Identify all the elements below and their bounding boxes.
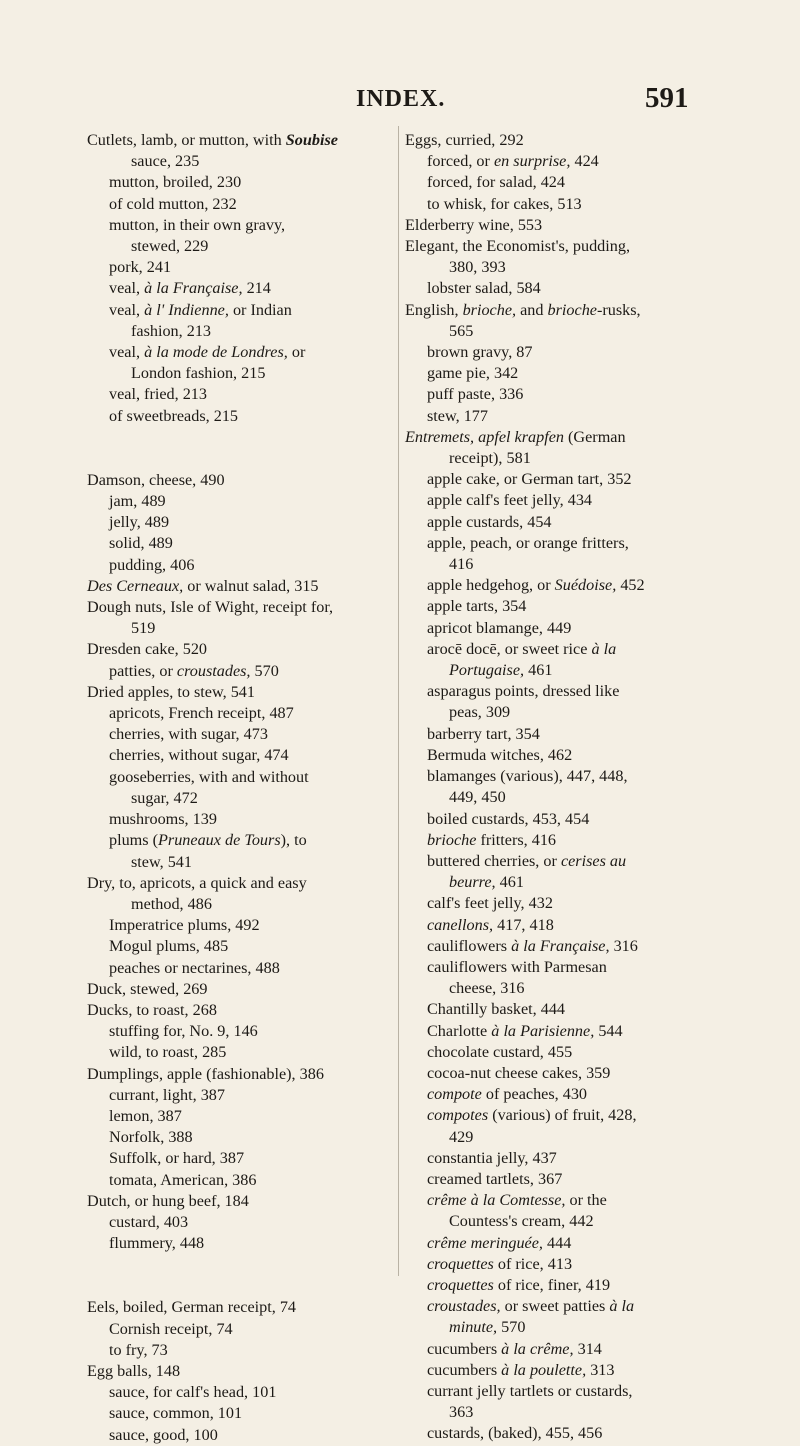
index-entry — [405, 215, 730, 236]
index-entry-continuation — [405, 554, 730, 575]
index-subentry — [87, 1085, 390, 1106]
entry-text: patties, or — [109, 661, 177, 680]
entry-text: Elegant, the Economist's, pudding, — [405, 237, 631, 256]
index-entry — [87, 576, 390, 597]
italic-term: crême à la Comtesse, — [427, 1191, 566, 1210]
index-entry — [405, 427, 730, 448]
entry-text: custard, 403 — [109, 1212, 189, 1231]
index-subentry — [87, 491, 390, 512]
italic-term: croquettes — [427, 1275, 494, 1294]
entry-text: 424 — [570, 152, 599, 171]
index-subentry — [405, 681, 730, 702]
entry-text: 452 — [616, 576, 645, 595]
index-subentry — [405, 363, 730, 384]
index-subentry — [87, 555, 390, 576]
entry-text: English, — [405, 300, 463, 319]
entry-text: 313 — [586, 1360, 615, 1379]
entry-text: cheese, 316 — [449, 979, 525, 998]
entry-text: sauce, common, 101 — [109, 1404, 243, 1423]
index-entry — [87, 682, 390, 703]
italic-term: à la Parisienne, — [491, 1021, 595, 1040]
index-entry — [87, 639, 390, 660]
index-subentry — [405, 999, 730, 1020]
index-subentry — [87, 724, 390, 745]
entry-text: or the — [565, 1191, 607, 1210]
italic-term: brioche — [547, 300, 597, 319]
entry-text: 316 — [609, 936, 638, 955]
index-subentry — [405, 151, 730, 172]
index-entry-continuation — [87, 151, 390, 172]
index-entry — [405, 130, 730, 151]
index-subentry — [87, 1021, 390, 1042]
entry-text: Eels, boiled, German receipt, 74 — [87, 1298, 297, 1317]
index-subentry — [405, 384, 730, 405]
entry-text: 449, 450 — [449, 788, 506, 807]
index-subentry — [405, 851, 730, 872]
index-subentry — [405, 766, 730, 787]
italic-term: compotes — [427, 1106, 489, 1125]
entry-text: Chantilly basket, 444 — [427, 1000, 566, 1019]
italic-term: croquettes — [427, 1254, 494, 1273]
entry-text: game pie, 342 — [427, 364, 519, 383]
entry-text: pork, 241 — [109, 258, 172, 277]
entry-text: of rice, 413 — [493, 1254, 573, 1273]
entry-text: 214 — [242, 279, 271, 298]
italic-term: canellons, — [427, 915, 494, 934]
entry-text: cherries, with sugar, 473 — [109, 725, 268, 744]
italic-term: à la poulette, — [501, 1360, 587, 1379]
entry-text: chocolate custard, 455 — [427, 1042, 573, 1061]
entry-text: custards, (baked), 455, 456 — [427, 1424, 603, 1443]
italic-term: croustades, — [176, 661, 251, 680]
index-subentry — [87, 1170, 390, 1191]
index-subentry — [87, 958, 390, 979]
index-subentry — [87, 1106, 390, 1127]
index-subentry — [405, 533, 730, 554]
italic-term: Portugaise, — [449, 661, 525, 680]
entry-text: stew, 177 — [427, 406, 488, 425]
entry-text: 380, 393 — [449, 258, 506, 277]
index-entry — [405, 236, 730, 257]
index-entry — [405, 300, 730, 321]
italic-term: beurre, — [449, 873, 496, 892]
entry-text: cucumbers — [427, 1360, 502, 1379]
index-subentry — [87, 1425, 390, 1446]
entry-text: 461 — [495, 873, 524, 892]
index-subentry — [405, 893, 730, 914]
index-entry-continuation — [87, 618, 390, 639]
index-subentry — [405, 278, 730, 299]
index-subentry — [87, 1212, 390, 1233]
entry-text: apricot blamange, 449 — [427, 618, 572, 637]
entry-text: pudding, 406 — [109, 555, 195, 574]
index-subentry — [405, 1339, 730, 1360]
entry-text: calf's feet jelly, 432 — [427, 894, 553, 913]
italic-term: crême meringuée, — [427, 1233, 543, 1252]
page-number: 591 — [645, 82, 689, 114]
index-entry-continuation — [405, 1211, 730, 1232]
entry-text: Elderberry wine, 553 — [405, 215, 543, 234]
index-subentry — [405, 490, 730, 511]
index-entry — [87, 1361, 390, 1382]
index-entry — [87, 470, 390, 491]
index-subentry — [405, 1190, 730, 1211]
index-entry-continuation — [405, 787, 730, 808]
index-subentry — [87, 172, 390, 193]
entry-text: fashion, 213 — [131, 321, 212, 340]
entry-text: Bermuda witches, 462 — [427, 745, 573, 764]
index-subentry — [87, 1148, 390, 1169]
index-subentry — [87, 342, 390, 363]
index-subentry — [405, 596, 730, 617]
entry-text: Countess's cream, 442 — [449, 1212, 594, 1231]
entry-text: veal, fried, 213 — [109, 385, 207, 404]
italic-term: Soubise — [285, 131, 338, 149]
entry-text: Imperatrice plums, 492 — [109, 916, 260, 935]
index-subentry — [405, 639, 730, 660]
entry-text: peaches or nectarines, 488 — [109, 958, 280, 977]
index-subentry — [87, 406, 390, 427]
index-subentry — [405, 172, 730, 193]
index-entry-continuation — [87, 321, 390, 342]
entry-text: Norfolk, 388 — [109, 1128, 193, 1147]
entry-text: Dried apples, to stew, 541 — [87, 682, 255, 701]
entry-text: lobster salad, 584 — [427, 279, 541, 298]
index-subentry — [87, 257, 390, 278]
index-subentry — [87, 278, 390, 299]
entry-text: mushrooms, 139 — [109, 810, 217, 829]
entry-text: 570 — [250, 661, 279, 680]
index-entry — [87, 1191, 390, 1212]
entry-text: apple tarts, 354 — [427, 597, 527, 616]
entry-text: 570 — [497, 1318, 526, 1337]
entry-text: Dutch, or hung beef, 184 — [87, 1191, 249, 1210]
index-subentry — [87, 1233, 390, 1254]
entry-text: Mogul plums, 485 — [109, 937, 229, 956]
index-subentry — [405, 406, 730, 427]
entry-text: cucumbers — [427, 1339, 502, 1358]
entry-text: constantia jelly, 437 — [427, 1148, 557, 1167]
entry-text: Cutlets, lamb, or mutton, with — [87, 131, 286, 149]
index-subentry — [405, 1381, 730, 1402]
index-subentry — [87, 1319, 390, 1340]
entry-text: apple calf's feet jelly, 434 — [427, 491, 593, 510]
entry-text: stew, 541 — [131, 852, 192, 871]
entry-text: fritters, 416 — [476, 830, 557, 849]
index-subentry — [87, 745, 390, 766]
index-subentry — [87, 1382, 390, 1403]
index-subentry — [87, 1340, 390, 1361]
italic-term: à la — [591, 639, 617, 658]
index-entry-continuation — [405, 1402, 730, 1423]
italic-term: à la Française, — [511, 936, 610, 955]
entry-text: Cornish receipt, 74 — [109, 1319, 233, 1338]
entry-text: sauce, good, 100 — [109, 1425, 218, 1444]
entry-text: of peaches, 430 — [481, 1085, 588, 1104]
italic-term: brioche — [427, 830, 477, 849]
entry-text: Suffolk, or hard, 387 — [109, 1149, 245, 1168]
entry-text: -rusks, — [596, 300, 641, 319]
index-entry — [87, 873, 390, 894]
entry-text: or walnut salad, 315 — [183, 576, 319, 595]
index-subentry — [405, 194, 730, 215]
entry-text: 314 — [573, 1339, 602, 1358]
entry-text: Eggs, curried, 292 — [405, 131, 524, 149]
index-subentry — [405, 915, 730, 936]
entry-text: mutton, in their own gravy, — [109, 215, 286, 234]
entry-text: forced, for salad, 424 — [427, 173, 565, 192]
entry-text: solid, 489 — [109, 534, 173, 553]
entry-text: to whisk, for cakes, 513 — [427, 194, 582, 213]
entry-text: Duck, stewed, 269 — [87, 979, 208, 998]
entry-text: currant, light, 387 — [109, 1085, 225, 1104]
entry-text: 444 — [542, 1233, 572, 1252]
entry-text: of sweetbreads, 215 — [109, 406, 239, 425]
italic-term: à la — [609, 1297, 635, 1316]
entry-text: veal, — [109, 343, 145, 362]
index-subentry — [405, 830, 730, 851]
index-subentry — [405, 809, 730, 830]
entry-text: veal, — [109, 279, 145, 298]
index-entry-continuation — [87, 894, 390, 915]
entry-text: 416 — [449, 555, 474, 574]
index-subentry — [87, 512, 390, 533]
entry-text: boiled custards, 453, 454 — [427, 809, 590, 828]
entry-text: buttered cherries, or — [427, 851, 561, 870]
index-column-left — [87, 130, 390, 1446]
index-subentry — [405, 1105, 730, 1126]
index-subentry — [87, 215, 390, 236]
entry-text: Dumplings, apple (fashionable), 386 — [87, 1064, 324, 1083]
entry-text: veal, — [109, 300, 145, 319]
entry-text: cauliflowers — [427, 936, 512, 955]
index-subentry — [405, 1233, 730, 1254]
index-subentry — [405, 724, 730, 745]
index-entry — [87, 597, 390, 618]
index-subentry — [405, 1084, 730, 1105]
entry-text: asparagus points, dressed like — [427, 682, 620, 701]
entry-text: flummery, 448 — [109, 1234, 205, 1253]
entry-text: Damson, cheese, 490 — [87, 470, 225, 489]
index-subentry — [405, 1063, 730, 1084]
index-entry-continuation — [405, 702, 730, 723]
index-entry-continuation — [87, 363, 390, 384]
italic-term: à la mode de Londres, — [144, 343, 288, 362]
index-subentry — [405, 342, 730, 363]
entry-text: or Indian — [228, 300, 292, 319]
entry-text: puff paste, 336 — [427, 385, 524, 404]
index-subentry — [87, 384, 390, 405]
section-gap — [87, 427, 390, 470]
italic-term: à l' Indienne, — [144, 300, 229, 319]
entry-text: sauce, for calf's head, 101 — [109, 1383, 277, 1402]
entry-text: forced, or — [427, 152, 494, 171]
index-subentry — [405, 1042, 730, 1063]
index-subentry — [87, 1042, 390, 1063]
page-title: INDEX. — [356, 86, 446, 112]
index-subentry — [405, 1148, 730, 1169]
entry-text: stuffing for, No. 9, 146 — [109, 1022, 258, 1041]
index-entry — [87, 979, 390, 1000]
entry-text: 519 — [131, 619, 156, 638]
entry-text: plums ( — [109, 831, 159, 850]
entry-text: apple hedgehog, or — [427, 576, 555, 595]
index-subentry — [405, 1254, 730, 1275]
italic-term: à la crême, — [501, 1339, 574, 1358]
index-subentry — [87, 703, 390, 724]
entry-text: ), to — [280, 831, 307, 850]
index-entry-continuation — [405, 448, 730, 469]
italic-term: Des Cerneaux, — [87, 576, 184, 595]
entry-text: Charlotte — [427, 1021, 492, 1040]
entry-text: jelly, 489 — [109, 513, 170, 532]
entry-text: currant jelly tartlets or custards, — [427, 1381, 633, 1400]
entry-text: of cold mutton, 232 — [109, 194, 237, 213]
entry-text: apple custards, 454 — [427, 512, 552, 531]
entry-text: blamanges (various), 447, 448, — [427, 767, 628, 786]
italic-term: Suédoise, — [554, 576, 617, 595]
entry-text: arocē docē, or sweet rice — [427, 639, 592, 658]
italic-term: Pruneaux de Tours — [158, 831, 281, 850]
entry-text: cauliflowers with Parmesan — [427, 957, 607, 976]
index-entry-continuation — [405, 321, 730, 342]
index-entry-continuation — [405, 660, 730, 681]
entry-text: sauce, 235 — [131, 152, 200, 171]
italic-term: à la Française, — [144, 279, 243, 298]
entry-text: mutton, broiled, 230 — [109, 173, 242, 192]
index-entry — [87, 130, 390, 151]
entry-text: 417, 418 — [493, 915, 554, 934]
index-subentry — [405, 957, 730, 978]
entry-text: Dry, to, apricots, a quick and easy — [87, 873, 307, 892]
index-subentry — [87, 1403, 390, 1424]
index-subentry — [87, 767, 390, 788]
entry-text: apple, peach, or orange fritters, — [427, 533, 629, 552]
italic-term: compote — [427, 1085, 482, 1104]
entry-text: gooseberries, with and without — [109, 767, 309, 786]
entry-text: tomata, American, 386 — [109, 1170, 257, 1189]
index-subentry — [87, 1127, 390, 1148]
index-subentry — [405, 936, 730, 957]
italic-term: cerises au — [560, 851, 627, 870]
index-entry-continuation — [87, 852, 390, 873]
entry-text: jam, 489 — [109, 492, 166, 511]
entry-text: or — [287, 343, 306, 362]
italic-term: croustades, — [427, 1297, 501, 1316]
entry-text: wild, to roast, 285 — [109, 1043, 227, 1062]
entry-text: lemon, 387 — [109, 1106, 182, 1125]
entry-text: Ducks, to roast, 268 — [87, 1000, 217, 1019]
entry-text: (German — [564, 427, 626, 446]
entry-text: apricots, French receipt, 487 — [109, 704, 294, 723]
index-entry-continuation — [405, 872, 730, 893]
index-subentry — [405, 512, 730, 533]
entry-text: Dresden cake, 520 — [87, 640, 208, 659]
index-subentry — [87, 661, 390, 682]
index-subentry — [87, 915, 390, 936]
entry-text: and — [516, 300, 548, 319]
index-subentry — [405, 1169, 730, 1190]
italic-term: brioche, — [462, 300, 517, 319]
entry-text: or sweet patties — [500, 1297, 610, 1316]
index-subentry — [405, 1275, 730, 1296]
entry-text: peas, 309 — [449, 703, 511, 722]
index-entry-continuation — [405, 1127, 730, 1148]
index-subentry — [87, 300, 390, 321]
entry-text: of rice, finer, 419 — [493, 1275, 611, 1294]
entry-text: cherries, without sugar, 474 — [109, 746, 289, 765]
entry-text: Dough nuts, Isle of Wight, receipt for, — [87, 598, 334, 617]
column-divider — [398, 126, 399, 1276]
index-subentry — [405, 469, 730, 490]
entry-text: Egg balls, 148 — [87, 1361, 181, 1380]
entry-text: London fashion, 215 — [131, 364, 266, 383]
entry-text: 565 — [449, 321, 474, 340]
index-subentry — [87, 936, 390, 957]
index-entry — [87, 1000, 390, 1021]
entry-text: apple cake, or German tart, 352 — [427, 470, 632, 489]
entry-text: creamed tartlets, 367 — [427, 1169, 563, 1188]
index-subentry — [87, 194, 390, 215]
entry-text: method, 486 — [131, 894, 212, 913]
index-entry-continuation — [405, 978, 730, 999]
entry-text: sugar, 472 — [131, 788, 198, 807]
index-subentry — [405, 745, 730, 766]
entry-text: 461 — [524, 661, 553, 680]
italic-term: en surprise, — [493, 152, 571, 171]
index-entry — [87, 1064, 390, 1085]
section-gap — [87, 1254, 390, 1297]
entry-text: (various) of fruit, 428, — [488, 1106, 637, 1125]
italic-term: Entremets, apfel krapfen — [405, 427, 564, 446]
entry-text: barberry tart, 354 — [427, 724, 540, 743]
index-column-right — [405, 130, 730, 1445]
running-head — [0, 82, 800, 120]
index-entry — [87, 1297, 390, 1318]
index-subentry — [87, 809, 390, 830]
index-subentry — [405, 575, 730, 596]
index-subentry — [405, 1296, 730, 1317]
index-entry-continuation — [87, 236, 390, 257]
index-entry-continuation — [405, 1317, 730, 1338]
entry-text: 544 — [594, 1021, 623, 1040]
entry-text: to fry, 73 — [109, 1340, 168, 1359]
entry-text: 363 — [449, 1403, 474, 1422]
index-entry-continuation — [87, 788, 390, 809]
entry-text: receipt), 581 — [449, 449, 531, 468]
entry-text: stewed, 229 — [131, 237, 209, 256]
index-entry-continuation — [405, 257, 730, 278]
entry-text: brown gravy, 87 — [427, 343, 533, 362]
index-subentry — [405, 1021, 730, 1042]
entry-text: 429 — [449, 1127, 474, 1146]
index-subentry — [405, 1423, 730, 1444]
entry-text: cocoa-nut cheese cakes, 359 — [427, 1063, 611, 1082]
italic-term: minute, — [449, 1318, 498, 1337]
index-subentry — [405, 1360, 730, 1381]
index-subentry — [87, 830, 390, 851]
index-subentry — [87, 533, 390, 554]
index-subentry — [405, 618, 730, 639]
